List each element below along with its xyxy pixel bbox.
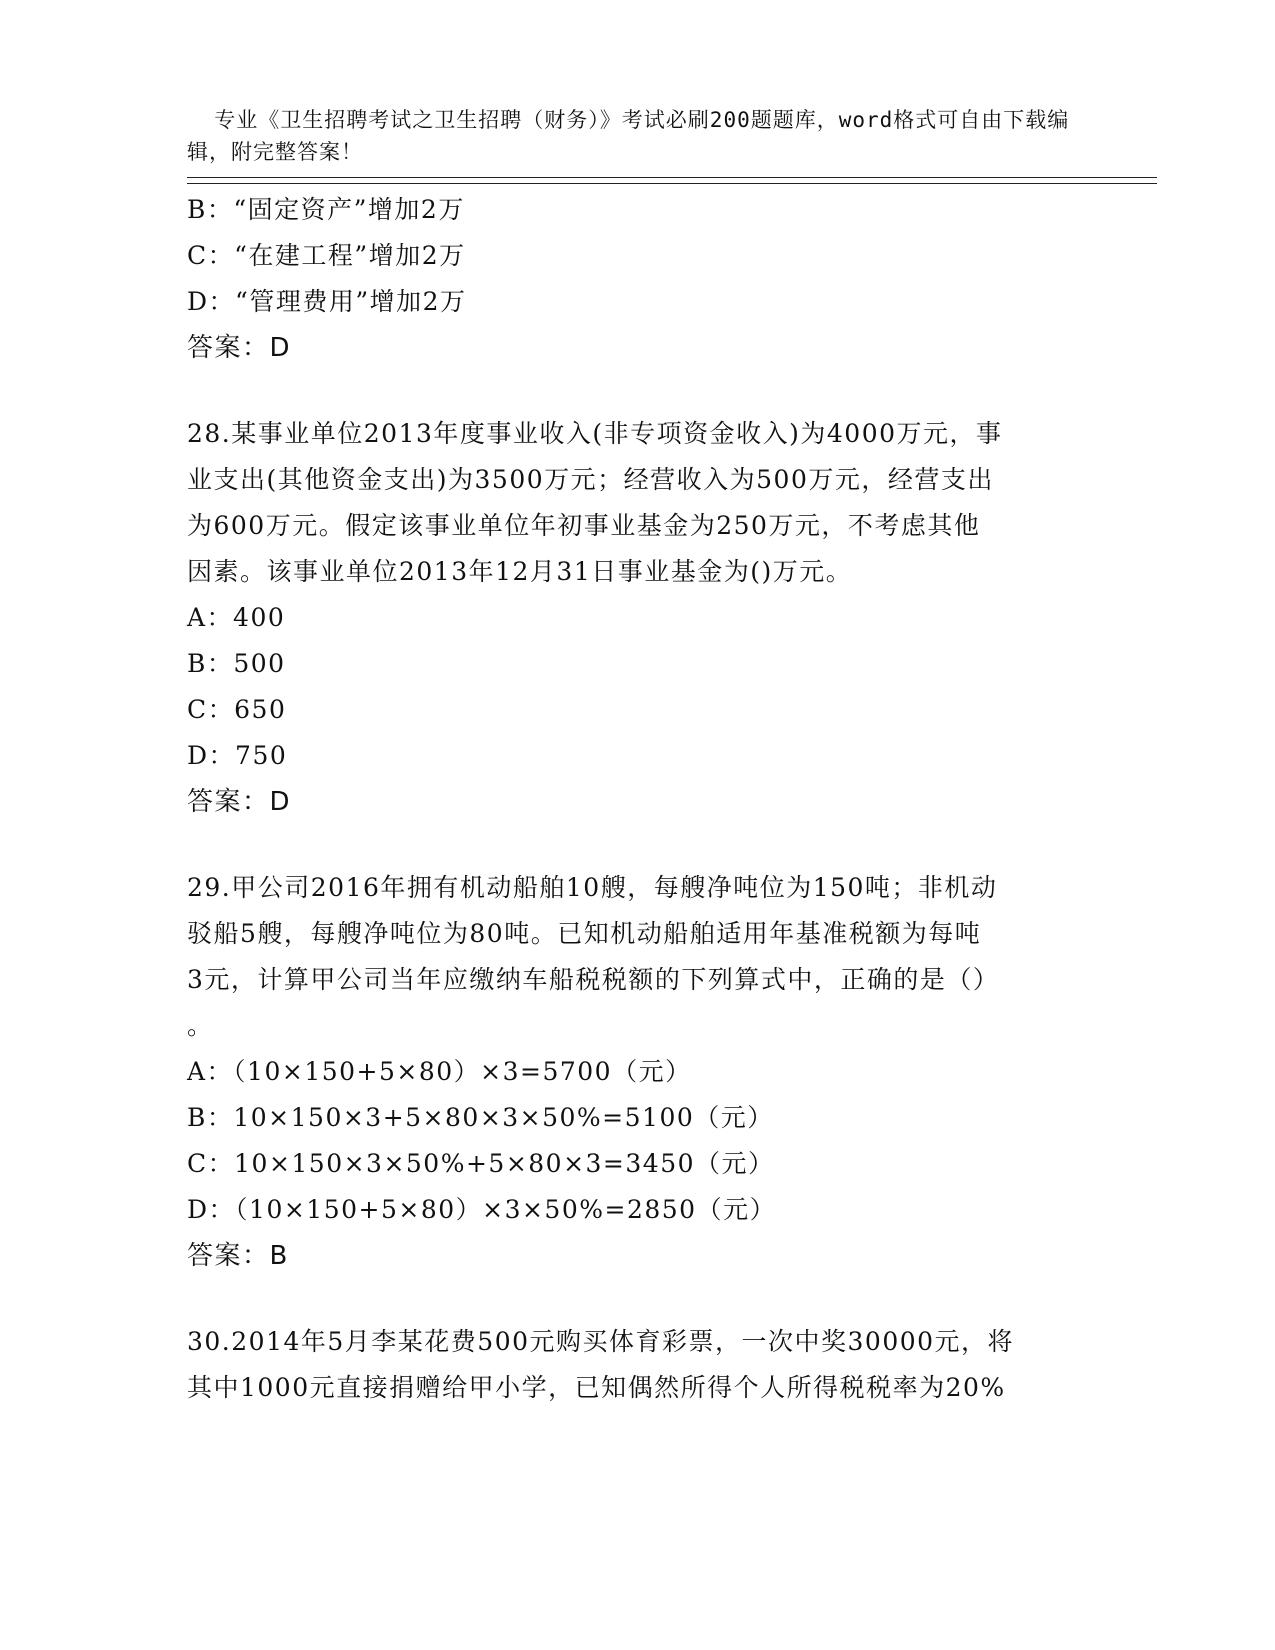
- header-divider: [187, 177, 1157, 184]
- spacer: [187, 1279, 1087, 1319]
- question-stem-line: 28.某事业单位2013年度事业收入(非专项资金收入)为4000万元，事: [187, 419, 1003, 448]
- spacer: [187, 371, 1087, 411]
- question-stem-line: 。: [187, 1011, 214, 1040]
- question-stem-line: 业支出(其他资金支出)为3500万元；经营收入为500万元，经营支出: [187, 465, 994, 494]
- question-28: [187, 411, 1087, 825]
- answer-line: 答案：D: [187, 333, 292, 363]
- option-b: B：500: [187, 649, 286, 678]
- question-stem-line: 其中1000元直接捐赠给甲小学，已知偶然所得个人所得税税率为20%: [187, 1373, 1006, 1402]
- document-header: [187, 72, 1087, 168]
- question-stem-line: 因素。该事业单位2013年12月31日事业基金为()万元。: [187, 557, 853, 586]
- option-d: D：“管理费用”增加2万: [187, 287, 467, 316]
- option-c: C：650: [187, 695, 287, 724]
- option-c: C：“在建工程”增加2万: [187, 241, 466, 270]
- document-title: 专业《卫生招聘考试之卫生招聘（财务）》考试必刷200题题库，word格式可自由下载编辑，附完整答案！: [187, 108, 1070, 164]
- option-d: D：（10×150+5×80）×3×50%=2850（元）: [187, 1195, 777, 1224]
- question-stem-line: 驳船5艘，每艘净吨位为80吨。已知机动船舶适用年基准税额为每吨: [187, 919, 982, 948]
- question-27: [187, 187, 1087, 371]
- spacer: [187, 825, 1087, 865]
- question-30: [187, 1319, 1087, 1411]
- answer-line: 答案：D: [187, 787, 292, 817]
- question-29: [187, 865, 1087, 1279]
- option-b: B：“固定资产”增加2万: [187, 195, 465, 224]
- answer-line: 答案：B: [187, 1241, 289, 1271]
- option-b: B：10×150×3+5×80×3×50%=5100（元）: [187, 1103, 774, 1132]
- option-a: A：400: [187, 603, 286, 632]
- question-stem-line: 29.甲公司2016年拥有机动船舶10艘，每艘净吨位为150吨；非机动: [187, 873, 998, 902]
- option-d: D：750: [187, 741, 288, 770]
- question-content: [187, 187, 1087, 1411]
- option-c: C：10×150×3×50%+5×80×3=3450（元）: [187, 1149, 775, 1178]
- question-stem-line: 为600万元。假定该事业单位年初事业基金为250万元，不考虑其他: [187, 511, 981, 540]
- question-stem-line: 30.2014年5月李某花费500元购买体育彩票，一次中奖30000元，将: [187, 1327, 1015, 1356]
- question-stem-line: 3元，计算甲公司当年应缴纳车船税税额的下列算式中，正确的是（）: [187, 965, 1000, 994]
- option-a: A：（10×150+5×80）×3=5700（元）: [187, 1057, 692, 1086]
